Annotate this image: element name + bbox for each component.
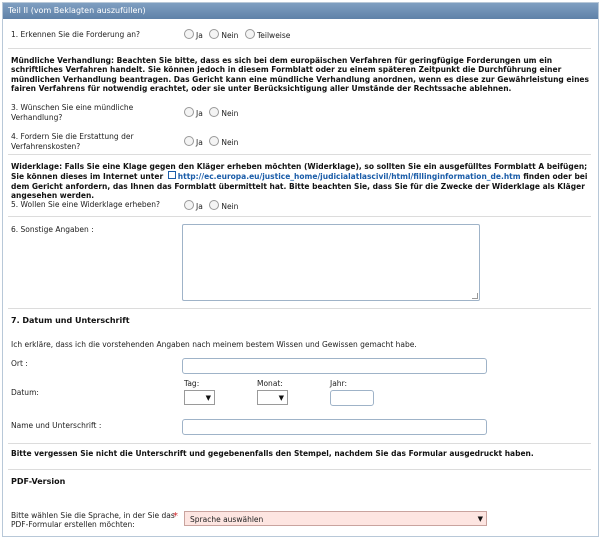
print-reminder: Bitte vergessen Sie nicht die Unterschrift und gegebenenfalls den Stempel, nachdem Sie das Formular ausgedruckt haben.	[11, 449, 534, 458]
divider	[8, 443, 591, 444]
q3-ja-label: Ja	[196, 109, 203, 118]
q3-label-line1: 3. Wünschen Sie eine mündliche	[11, 103, 134, 112]
counterclaim-text-before: Widerklage: Falls Sie eine Klage gegen den Kläger erheben möchten (Widerklage), so sollten Sie ein ausgefülltes Formblatt A beifügen; Sie können dieses im Internet unter	[11, 162, 588, 182]
q5-ja-radio[interactable]	[184, 200, 194, 210]
day-label: Tag:	[184, 379, 200, 388]
q3-label	[11, 103, 133, 123]
place-input[interactable]	[182, 358, 487, 374]
divider	[8, 308, 591, 309]
q1-ja-label: Ja	[196, 31, 203, 40]
q3-options	[183, 107, 241, 118]
divider	[8, 154, 591, 155]
q1-options	[183, 29, 293, 40]
q6-label: 6. Sonstige Angaben :	[11, 225, 94, 234]
dropdown-caret-icon: ▼	[205, 394, 211, 402]
year-label: Jahr:	[330, 379, 348, 388]
q5-nein-label: Nein	[221, 202, 239, 211]
q4-ja-radio[interactable]	[184, 136, 194, 146]
pdf-language-label	[11, 511, 175, 529]
name-signature-label: Name und Unterschrift :	[11, 421, 102, 430]
q1-teilweise-label: Teilweise	[256, 31, 291, 40]
form-panel	[2, 2, 599, 537]
q5-options	[183, 200, 241, 211]
q5-nein-radio[interactable]	[209, 200, 219, 210]
pdf-language-select[interactable]	[184, 511, 487, 526]
q3-label-line2: Verhandlung?	[11, 113, 63, 122]
divider	[8, 48, 591, 49]
divider	[8, 216, 591, 217]
place-label: Ort :	[11, 359, 28, 368]
year-input[interactable]	[330, 390, 374, 406]
q4-label-line2: Verfahrenskosten?	[11, 142, 81, 151]
resize-grip-icon[interactable]	[472, 293, 478, 299]
day-select[interactable]	[184, 390, 215, 405]
q4-nein-label: Nein	[221, 138, 239, 147]
q1-nein-radio[interactable]	[209, 29, 219, 39]
q4-label-line1: 4. Fordern Sie die Erstattung der	[11, 132, 134, 141]
q4-ja-label: Ja	[196, 138, 203, 147]
q1-teilweise-radio[interactable]	[245, 29, 255, 39]
dropdown-caret-icon: ▼	[278, 394, 284, 402]
pdf-heading: PDF-Version	[11, 477, 66, 486]
dropdown-caret-icon: ▼	[477, 515, 483, 523]
q1-nein-label: Nein	[221, 31, 239, 40]
counterclaim-link[interactable]: http://ec.europa.eu/justice_home/judicialatlascivil/html/fillinginformation_de.htm	[177, 172, 521, 182]
q3-nein-label: Nein	[221, 109, 239, 118]
section-title: Teil II (vom Beklagten auszufüllen)	[3, 3, 598, 19]
declaration-text: Ich erkläre, dass ich die vorstehenden Angaben nach meinem bestem Wissen und Gewissen gemacht habe.	[11, 340, 417, 349]
pdf-language-label-line2: PDF-Formular erstellen möchten:	[11, 520, 135, 529]
q5-label: 5. Wollen Sie eine Widerklage erheben?	[11, 200, 160, 209]
q3-nein-radio[interactable]	[209, 107, 219, 117]
q3-ja-radio[interactable]	[184, 107, 194, 117]
date-label: Datum:	[11, 388, 39, 397]
counterclaim-text-after: finden oder bei dem Gericht anfordern, das Ihnen das Formblatt übermittelt hat. Bitte beachten Sie, dass Sie für die Zwecke der Widerklage als Kläger angesehen werden.	[11, 172, 588, 200]
pdf-language-label-line1: Bitte wählen Sie die Sprache, in der Sie das	[11, 511, 175, 520]
other-info-textarea[interactable]	[182, 224, 480, 301]
q4-label	[11, 132, 134, 152]
month-label: Monat:	[257, 379, 283, 388]
q1-label: 1. Erkennen Sie die Forderung an?	[11, 30, 141, 39]
q4-options	[183, 136, 241, 147]
external-link-icon	[168, 171, 176, 179]
pdf-language-select-value: Sprache auswählen	[190, 515, 264, 524]
required-marker: *	[173, 511, 178, 522]
q4-nein-radio[interactable]	[209, 136, 219, 146]
q5-ja-label: Ja	[196, 202, 203, 211]
divider	[8, 469, 591, 470]
q1-ja-radio[interactable]	[184, 29, 194, 39]
date-signature-heading: 7. Datum und Unterschrift	[11, 316, 130, 325]
month-select[interactable]	[257, 390, 288, 405]
counterclaim-notice	[11, 162, 591, 200]
oral-hearing-notice: Mündliche Verhandlung: Beachten Sie bitte, dass es sich bei dem europäischen Verfahren für geringfügige Forderungen um ein schriftliches Verfahren handelt. Sie können jedoch in diesem Formblatt oder zu einem späteren Zeitpunkt die Durchführung einer mündlichen Verhandlung beantragen. Das Gericht kann eine mündliche Verhandlung anordnen, wenn es diese zur Gewährleistung eines fairen Verfahrens für notwendig erachtet, oder sie unter Berücksichtigung aller Umstände der Rechtssache ablehnen.	[11, 56, 589, 93]
name-signature-input[interactable]	[182, 419, 487, 435]
